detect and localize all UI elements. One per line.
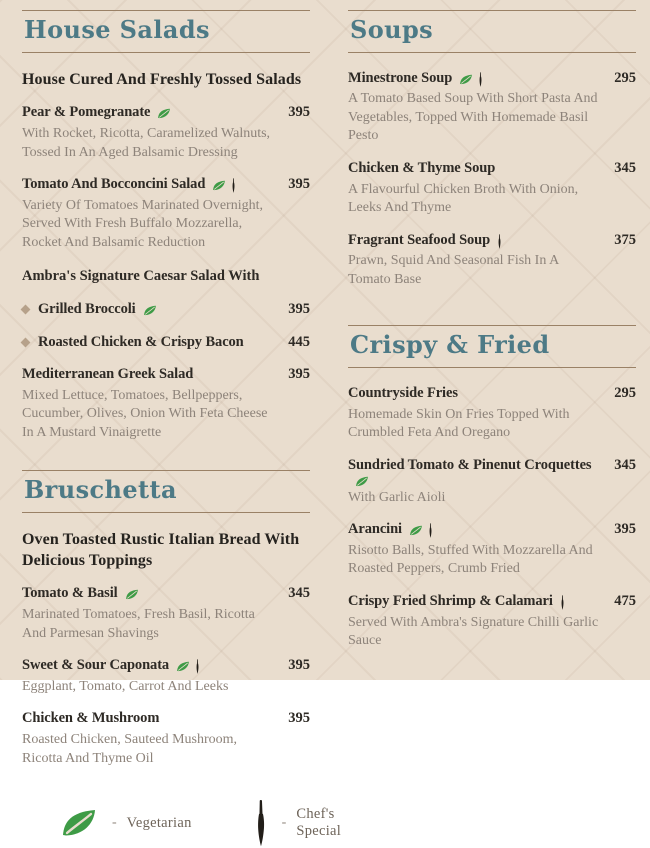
chefs-special-icon	[254, 798, 268, 848]
item-row	[22, 365, 310, 384]
item-row	[348, 69, 636, 88]
section-subtitle: House Cured And Freshly Tossed Salads	[22, 70, 302, 88]
section-title: Crispy & Fried	[350, 330, 550, 360]
item-name: Pear & Pomegranate	[22, 104, 151, 121]
item-name-wrap	[22, 365, 193, 384]
item-row	[22, 300, 310, 319]
item-name: Tomato And Bocconcini Salad	[22, 176, 206, 193]
item-row	[22, 709, 310, 728]
chefs-special-icon	[231, 178, 236, 193]
section-header-house-salads	[22, 10, 310, 53]
item-description: Roasted Chicken, Sauteed Mushroom, Ricotta And Thyme Oil	[22, 732, 238, 766]
section-header-bruschetta	[22, 470, 310, 513]
menu-item	[22, 365, 310, 442]
item-name: Sundried Tomato & Pinenut Croquettes	[348, 456, 592, 473]
item-name: Fragrant Seafood Soup	[348, 231, 491, 248]
left-column	[22, 10, 342, 848]
item-name-wrap	[22, 656, 200, 675]
chefs-special-icon	[560, 595, 565, 610]
item-name: Arancini	[348, 521, 402, 538]
item-row	[348, 159, 636, 178]
vegetarian-icon	[355, 476, 369, 487]
menu-item	[22, 584, 310, 643]
menu-item	[348, 159, 636, 218]
vegetarian-icon	[60, 808, 98, 838]
item-description: With Rocket, Ricotta, Caramelized Walnuts, Tossed In An Aged Balsamic Dressing	[22, 126, 271, 160]
item-name-wrap	[38, 333, 244, 352]
item-name: Chicken & Mushroom	[22, 710, 160, 727]
item-name: Crispy Fried Shrimp & Calamari	[348, 592, 553, 609]
item-description: Homemade Skin On Fries Topped With Crumbled Feta And Oregano	[348, 406, 570, 441]
section-title: House Salads	[24, 15, 210, 44]
vegetarian-icon	[176, 661, 190, 672]
item-name-wrap	[348, 384, 458, 403]
item-name-wrap	[348, 456, 606, 486]
item-name-wrap	[22, 175, 236, 194]
item-row	[348, 456, 636, 486]
menu-sub-item	[22, 300, 310, 319]
legend-label: Chef's Special	[296, 806, 342, 840]
item-description: Marinated Tomatoes, Fresh Basil, Ricotta And Parmesan Shavings	[22, 607, 255, 641]
item-price: 445	[288, 334, 310, 351]
item-description: Prawn, Squid And Seasonal Fish In A Tomato Base	[348, 253, 559, 287]
legend-label: Vegetarian	[126, 814, 192, 831]
chefs-special-icon	[478, 72, 483, 87]
item-price: 295	[614, 69, 636, 86]
item-name-wrap	[348, 159, 495, 178]
item-price: 345	[288, 585, 310, 602]
vegetarian-icon	[212, 180, 226, 191]
item-price: 395	[288, 365, 310, 382]
item-name-wrap	[22, 103, 171, 122]
menu-item	[22, 656, 310, 696]
vegetarian-icon	[157, 108, 171, 119]
vegetarian-icon	[459, 74, 473, 85]
chefs-special-icon	[497, 234, 502, 249]
item-description: Served With Ambra's Signature Chilli Garlic Sauce	[348, 614, 599, 649]
item-name-wrap	[22, 584, 139, 603]
section-title: Bruschetta	[24, 475, 177, 505]
diamond-bullet-icon	[21, 305, 31, 315]
item-name: Chicken & Thyme Soup	[348, 159, 496, 176]
right-column	[348, 10, 636, 848]
menu-item	[22, 103, 310, 162]
vegetarian-icon	[143, 305, 157, 316]
item-name: Mediterranean Greek Salad	[22, 365, 194, 382]
menu-item	[348, 592, 636, 651]
item-name-wrap	[38, 300, 157, 319]
item-row	[348, 592, 636, 611]
section-header-crispy-fried	[348, 325, 636, 368]
section-title: Soups	[350, 15, 434, 44]
item-name: Countryside Fries	[348, 385, 458, 401]
legend-separator: -	[281, 815, 287, 831]
item-name: Minestrone Soup	[348, 69, 453, 86]
section-subtitle: Oven Toasted Rustic Italian Bread With Delicious Toppings	[22, 530, 300, 569]
item-row	[348, 384, 636, 403]
legend-separator: -	[112, 815, 117, 831]
item-description: Eggplant, Tomato, Carrot And Leeks	[22, 679, 229, 695]
item-description: Mixed Lettuce, Tomatoes, Bellpeppers, Cucumber, Olives, Onion With Feta Cheese In A Mustard Vinaigrette	[22, 387, 268, 440]
item-name-wrap	[22, 709, 159, 728]
section-header-soups	[348, 10, 636, 53]
item-name-wrap	[348, 231, 502, 250]
item-price: 395	[288, 104, 310, 121]
item-price: 295	[614, 385, 636, 401]
item-row	[22, 584, 310, 603]
item-row	[22, 656, 310, 675]
legend-item-chefs-special	[254, 798, 341, 848]
item-price: 395	[614, 521, 636, 538]
item-price: 475	[614, 592, 636, 609]
legend	[60, 798, 342, 848]
item-price: 345	[614, 456, 636, 473]
item-description: A Tomato Based Soup With Short Pasta And Vegetables, Topped With Homemade Basil Pesto	[348, 91, 598, 144]
item-name: Grilled Broccoli	[38, 301, 136, 318]
item-row	[348, 231, 636, 250]
item-price: 395	[288, 657, 310, 674]
item-description: With Garlic Aioli	[348, 489, 446, 505]
item-row	[22, 175, 310, 194]
item-row	[348, 520, 636, 539]
item-description: Variety Of Tomatoes Marinated Overnight, Served With Fresh Buffalo Mozzarella, Rocket And Balsamic Reduction	[22, 198, 263, 250]
legend-item-vegetarian	[60, 808, 192, 838]
chefs-special-icon	[195, 659, 200, 674]
menu-item	[348, 520, 636, 579]
item-name-wrap	[348, 520, 433, 539]
chefs-special-icon	[428, 523, 433, 538]
item-name-wrap	[348, 592, 565, 611]
item-name: Sweet & Sour Caponata	[22, 657, 170, 674]
menu-item	[22, 175, 310, 252]
menu-item	[348, 69, 636, 146]
menu-item	[348, 456, 636, 507]
item-name: Roasted Chicken & Crispy Bacon	[38, 334, 244, 351]
item-name: Tomato & Basil	[22, 585, 118, 602]
menu-item	[348, 384, 636, 443]
item-row	[22, 333, 310, 352]
item-price: 395	[288, 301, 310, 318]
item-price: 375	[614, 231, 636, 248]
item-description: Risotto Balls, Stuffed With Mozzarella And Roasted Peppers, Crumb Fried	[348, 542, 593, 577]
item-price: 395	[288, 176, 310, 193]
item-group-label: Ambra's Signature Caesar Salad With	[22, 268, 260, 285]
item-row	[22, 103, 310, 122]
menu-sub-item	[22, 333, 310, 352]
menu-item	[22, 709, 310, 768]
vegetarian-icon	[125, 589, 139, 600]
menu-item	[348, 231, 636, 290]
diamond-bullet-icon	[21, 338, 31, 348]
item-description: A Flavourful Chicken Broth With Onion, Leeks And Thyme	[348, 181, 579, 216]
item-price: 395	[288, 710, 310, 727]
item-name-wrap	[348, 69, 483, 88]
vegetarian-icon	[409, 525, 423, 536]
item-price: 345	[614, 159, 636, 176]
